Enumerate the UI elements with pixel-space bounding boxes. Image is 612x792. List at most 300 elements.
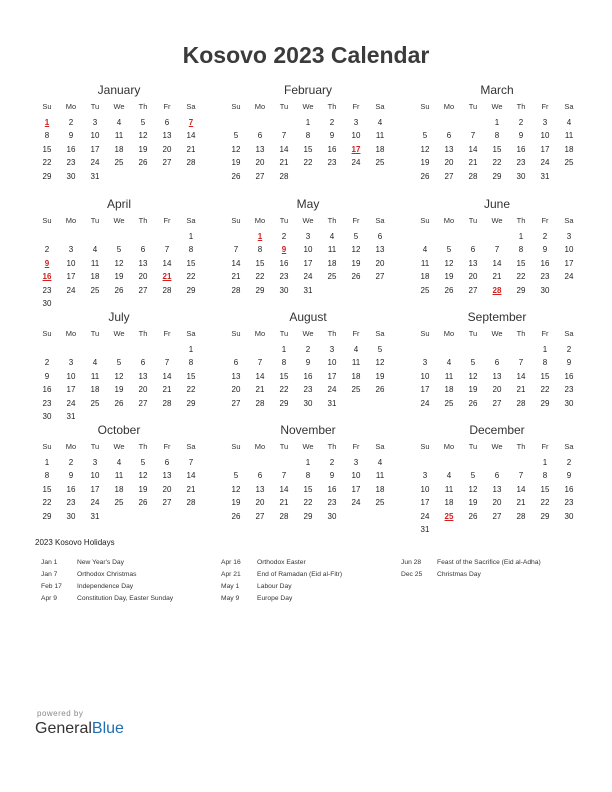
day-cell: 8 <box>542 358 548 368</box>
weekday-header: Su <box>420 329 430 338</box>
day-cell: 27 <box>231 398 241 408</box>
day-cell: 29 <box>186 398 196 408</box>
weekday-header: Tu <box>90 216 100 225</box>
day-cell: 24 <box>66 285 76 295</box>
day-cell: 25 <box>564 158 574 168</box>
day-cell: 1 <box>188 232 194 241</box>
weekday-header: Tu <box>468 329 478 338</box>
holiday-name: Constitution Day, Easter Sunday <box>77 595 174 602</box>
day-cell: 6 <box>257 471 263 481</box>
weekday-header: Sa <box>186 102 196 111</box>
day-cell: 27 <box>255 171 265 181</box>
day-cell: 13 <box>375 245 385 255</box>
day-cell: 22 <box>42 498 52 508</box>
day-cell: 27 <box>492 511 502 521</box>
day-cell: 14 <box>516 484 526 494</box>
day-cell: 5 <box>470 358 476 368</box>
day-cell: 6 <box>377 232 383 241</box>
day-cell: 7 <box>518 358 524 368</box>
day-cell: 9 <box>329 131 335 141</box>
day-cell: 4 <box>377 118 383 127</box>
day-cell: 28 <box>516 511 526 521</box>
weekday-header: Su <box>42 442 52 451</box>
day-cell: 1 <box>494 118 500 127</box>
day-cell: 5 <box>422 131 428 141</box>
weekday-header: Th <box>516 216 526 225</box>
day-cell: 11 <box>564 131 574 141</box>
day-cell: 13 <box>255 144 265 154</box>
day-cell: 4 <box>116 118 122 127</box>
weekday-header: Fr <box>352 442 360 451</box>
day-cell: 4 <box>446 358 452 368</box>
day-cell: 23 <box>66 158 76 168</box>
holiday-date: Jan 1 <box>41 559 58 566</box>
day-cell: 30 <box>279 285 289 295</box>
weekday-header: We <box>113 442 125 451</box>
weekday-header: Sa <box>375 329 385 338</box>
day-cell: 12 <box>420 144 430 154</box>
day-cell: 17 <box>303 258 313 268</box>
day-cell: 24 <box>420 398 430 408</box>
day-cell: 25 <box>351 385 361 395</box>
weekday-header: Th <box>327 216 337 225</box>
day-cell: 2 <box>44 358 50 368</box>
day-cell: 21 <box>255 385 265 395</box>
day-cell: 10 <box>66 258 76 268</box>
holiday-day-cell: 9 <box>281 245 287 255</box>
day-cell: 9 <box>518 131 524 141</box>
weekday-header: Th <box>327 102 337 111</box>
day-cell: 23 <box>42 285 52 295</box>
holiday-name: Orthodox Christmas <box>77 571 137 578</box>
day-cell: 26 <box>444 285 454 295</box>
day-cell: 20 <box>492 498 502 508</box>
day-cell: 9 <box>68 131 74 141</box>
day-cell: 13 <box>255 484 265 494</box>
day-cell: 8 <box>257 245 263 255</box>
day-cell: 2 <box>305 345 311 354</box>
month-name: March <box>480 83 514 97</box>
holiday-date: May 1 <box>221 583 240 590</box>
day-cell: 10 <box>420 484 430 494</box>
day-cell: 18 <box>351 371 361 381</box>
day-cell: 30 <box>66 171 76 181</box>
weekday-header: We <box>491 216 503 225</box>
day-cell: 6 <box>140 358 146 368</box>
day-cell: 1 <box>188 345 194 354</box>
day-cell: 29 <box>303 511 313 521</box>
day-cell: 27 <box>375 272 385 282</box>
day-cell: 26 <box>231 171 241 181</box>
day-cell: 28 <box>516 398 526 408</box>
day-cell: 27 <box>138 285 148 295</box>
holiday-day-cell: 1 <box>257 232 263 241</box>
weekday-header: Fr <box>163 216 171 225</box>
day-cell: 16 <box>42 385 52 395</box>
day-cell: 12 <box>231 144 241 154</box>
day-cell: 3 <box>542 118 548 127</box>
day-cell: 20 <box>162 484 172 494</box>
weekday-header: We <box>113 102 125 111</box>
day-cell: 18 <box>375 144 385 154</box>
day-cell: 14 <box>255 371 265 381</box>
day-cell: 26 <box>138 158 148 168</box>
day-cell: 14 <box>162 258 172 268</box>
day-cell: 20 <box>162 144 172 154</box>
day-cell: 6 <box>494 358 500 368</box>
day-cell: 18 <box>114 484 124 494</box>
day-cell: 5 <box>470 471 476 481</box>
day-cell: 2 <box>566 345 572 354</box>
weekday-header: Mo <box>254 102 266 111</box>
month-name: January <box>97 83 141 97</box>
weekday-header: Su <box>231 102 241 111</box>
day-cell: 16 <box>66 144 76 154</box>
day-cell: 25 <box>114 158 124 168</box>
day-cell: 3 <box>566 232 572 241</box>
holiday-date: Jan 7 <box>41 571 58 578</box>
day-cell: 22 <box>303 498 313 508</box>
day-cell: 5 <box>446 245 452 255</box>
weekday-header: Su <box>42 329 52 338</box>
day-cell: 30 <box>516 171 526 181</box>
weekday-header: We <box>491 442 503 451</box>
day-cell: 2 <box>68 458 74 467</box>
holiday-day-cell: 25 <box>444 511 454 521</box>
day-cell: 11 <box>420 258 430 268</box>
day-cell: 19 <box>138 144 148 154</box>
day-cell: 14 <box>279 484 289 494</box>
day-cell: 23 <box>564 385 574 395</box>
holiday-name: Orthodox Easter <box>257 559 306 566</box>
day-cell: 12 <box>468 484 478 494</box>
day-cell: 24 <box>90 158 100 168</box>
day-cell: 26 <box>114 285 124 295</box>
day-cell: 12 <box>351 245 361 255</box>
holiday-day-cell: 9 <box>44 258 50 268</box>
day-cell: 24 <box>351 498 361 508</box>
holiday-name: Europe Day <box>257 595 293 602</box>
day-cell: 15 <box>516 258 526 268</box>
day-cell: 7 <box>281 471 287 481</box>
day-cell: 21 <box>279 498 289 508</box>
weekday-header: Su <box>231 329 241 338</box>
holiday-name: Feast of the Sacrifice (Eid al-Adha) <box>437 559 541 566</box>
day-cell: 13 <box>468 258 478 268</box>
day-cell: 12 <box>138 131 148 141</box>
day-cell: 7 <box>518 471 524 481</box>
day-cell: 9 <box>44 371 50 381</box>
day-cell: 14 <box>492 258 502 268</box>
day-cell: 22 <box>492 158 502 168</box>
day-cell: 12 <box>375 358 385 368</box>
day-cell: 11 <box>327 245 337 255</box>
day-cell: 9 <box>542 245 548 255</box>
day-cell: 26 <box>375 385 385 395</box>
day-cell: 9 <box>566 471 572 481</box>
day-cell: 21 <box>231 272 241 282</box>
day-cell: 26 <box>231 511 241 521</box>
day-cell: 18 <box>90 272 100 282</box>
day-cell: 23 <box>279 272 289 282</box>
day-cell: 19 <box>351 258 361 268</box>
day-cell: 25 <box>114 498 124 508</box>
day-cell: 16 <box>327 484 337 494</box>
day-cell: 13 <box>231 371 241 381</box>
day-cell: 29 <box>42 171 52 181</box>
day-cell: 15 <box>492 144 502 154</box>
day-cell: 24 <box>66 398 76 408</box>
day-cell: 5 <box>377 345 383 354</box>
weekday-header: Mo <box>65 442 77 451</box>
day-cell: 1 <box>44 458 50 467</box>
powered-by-text: powered by <box>37 709 84 718</box>
day-cell: 15 <box>303 484 313 494</box>
day-cell: 28 <box>279 171 289 181</box>
day-cell: 3 <box>92 118 98 127</box>
weekday-header: Fr <box>163 329 171 338</box>
day-cell: 13 <box>162 471 172 481</box>
day-cell: 28 <box>279 511 289 521</box>
day-cell: 19 <box>420 158 430 168</box>
day-cell: 5 <box>116 358 122 368</box>
day-cell: 18 <box>327 258 337 268</box>
weekday-header: Sa <box>186 329 196 338</box>
day-cell: 3 <box>92 458 98 467</box>
weekday-header: Sa <box>375 102 385 111</box>
weekday-header: Sa <box>564 442 574 451</box>
weekday-header: Mo <box>443 329 455 338</box>
day-cell: 4 <box>329 232 335 241</box>
day-cell: 1 <box>305 118 311 127</box>
day-cell: 24 <box>420 511 430 521</box>
day-cell: 22 <box>516 272 526 282</box>
month-name: February <box>283 83 333 97</box>
day-cell: 21 <box>492 272 502 282</box>
day-cell: 13 <box>162 131 172 141</box>
holiday-day-cell: 21 <box>162 272 172 282</box>
day-cell: 24 <box>564 272 574 282</box>
day-cell: 1 <box>518 232 524 241</box>
day-cell: 15 <box>42 144 52 154</box>
month-name: December <box>469 423 525 437</box>
day-cell: 8 <box>281 358 287 368</box>
day-cell: 29 <box>492 171 502 181</box>
day-cell: 4 <box>353 345 359 354</box>
day-cell: 3 <box>68 245 74 255</box>
day-cell: 23 <box>564 498 574 508</box>
day-cell: 4 <box>446 471 452 481</box>
weekday-header: We <box>302 329 314 338</box>
day-cell: 22 <box>186 385 196 395</box>
month-name: September <box>467 310 527 324</box>
day-cell: 27 <box>468 285 478 295</box>
day-cell: 6 <box>164 458 170 467</box>
day-cell: 29 <box>279 398 289 408</box>
month-name: November <box>280 423 336 437</box>
day-cell: 21 <box>468 158 478 168</box>
day-cell: 9 <box>329 471 335 481</box>
day-cell: 11 <box>114 131 124 141</box>
weekday-header: Fr <box>163 102 171 111</box>
day-cell: 25 <box>444 398 454 408</box>
day-cell: 10 <box>351 471 361 481</box>
day-cell: 26 <box>138 498 148 508</box>
weekday-header: Su <box>420 102 430 111</box>
holiday-date: Apr 21 <box>221 571 241 578</box>
day-cell: 17 <box>90 144 100 154</box>
day-cell: 15 <box>42 484 52 494</box>
weekday-header: Tu <box>90 102 100 111</box>
day-cell: 11 <box>90 258 100 268</box>
day-cell: 7 <box>188 458 194 467</box>
day-cell: 3 <box>353 458 359 467</box>
day-cell: 21 <box>516 498 526 508</box>
day-cell: 30 <box>42 412 52 421</box>
day-cell: 24 <box>327 385 337 395</box>
day-cell: 31 <box>420 525 430 534</box>
day-cell: 26 <box>114 398 124 408</box>
day-cell: 14 <box>186 131 196 141</box>
day-cell: 8 <box>305 471 311 481</box>
day-cell: 2 <box>329 118 335 127</box>
day-cell: 23 <box>66 498 76 508</box>
weekday-header: Sa <box>564 102 574 111</box>
day-cell: 29 <box>255 285 265 295</box>
day-cell: 20 <box>255 498 265 508</box>
day-cell: 11 <box>375 131 385 141</box>
weekday-header: We <box>113 329 125 338</box>
day-cell: 18 <box>375 484 385 494</box>
weekday-header: We <box>302 102 314 111</box>
day-cell: 16 <box>540 258 550 268</box>
day-cell: 19 <box>138 484 148 494</box>
day-cell: 18 <box>444 498 454 508</box>
day-cell: 28 <box>162 285 172 295</box>
day-cell: 28 <box>255 398 265 408</box>
day-cell: 16 <box>279 258 289 268</box>
day-cell: 7 <box>164 358 170 368</box>
weekday-header: We <box>302 442 314 451</box>
weekday-header: Su <box>42 216 52 225</box>
weekday-header: Sa <box>375 442 385 451</box>
day-cell: 12 <box>468 371 478 381</box>
weekday-header: Mo <box>254 442 266 451</box>
weekday-header: Fr <box>352 102 360 111</box>
day-cell: 8 <box>305 131 311 141</box>
weekday-header: Th <box>138 329 148 338</box>
day-cell: 2 <box>329 458 335 467</box>
weekday-header: Fr <box>541 442 549 451</box>
day-cell: 19 <box>468 385 478 395</box>
weekday-header: We <box>302 216 314 225</box>
weekday-header: Fr <box>352 329 360 338</box>
day-cell: 17 <box>327 371 337 381</box>
day-cell: 16 <box>66 484 76 494</box>
day-cell: 2 <box>542 232 548 241</box>
day-cell: 6 <box>140 245 146 255</box>
day-cell: 25 <box>420 285 430 295</box>
day-cell: 11 <box>444 371 454 381</box>
brand-logo[interactable] <box>35 720 124 738</box>
holiday-date: May 9 <box>221 595 240 602</box>
weekday-header: Mo <box>65 329 77 338</box>
day-cell: 16 <box>327 144 337 154</box>
day-cell: 6 <box>494 471 500 481</box>
brand-name-part2: Blue <box>91 720 124 737</box>
day-cell: 24 <box>351 158 361 168</box>
day-cell: 12 <box>138 471 148 481</box>
holiday-date: Jun 28 <box>401 559 422 566</box>
day-cell: 23 <box>42 398 52 408</box>
day-cell: 16 <box>564 484 574 494</box>
day-cell: 10 <box>540 131 550 141</box>
day-cell: 20 <box>444 158 454 168</box>
day-cell: 5 <box>353 232 359 241</box>
day-cell: 2 <box>44 245 50 255</box>
day-cell: 13 <box>138 371 148 381</box>
weekday-header: Fr <box>541 216 549 225</box>
day-cell: 31 <box>66 412 76 421</box>
day-cell: 17 <box>564 258 574 268</box>
day-cell: 4 <box>116 458 122 467</box>
weekday-header: Sa <box>564 329 574 338</box>
brand-name-part1: General <box>35 720 92 737</box>
day-cell: 19 <box>231 498 241 508</box>
weekday-header: Fr <box>541 329 549 338</box>
day-cell: 14 <box>231 258 241 268</box>
holiday-name: End of Ramadan (Eid al-Fitr) <box>257 571 343 578</box>
day-cell: 27 <box>162 158 172 168</box>
day-cell: 13 <box>492 371 502 381</box>
day-cell: 29 <box>516 285 526 295</box>
day-cell: 1 <box>542 345 548 354</box>
day-cell: 15 <box>255 258 265 268</box>
weekday-header: We <box>491 102 503 111</box>
day-cell: 13 <box>444 144 454 154</box>
day-cell: 11 <box>444 484 454 494</box>
day-cell: 6 <box>233 358 239 368</box>
day-cell: 23 <box>327 158 337 168</box>
day-cell: 26 <box>468 511 478 521</box>
holiday-day-cell: 28 <box>492 285 502 295</box>
day-cell: 10 <box>90 471 100 481</box>
day-cell: 8 <box>188 358 194 368</box>
holiday-date: Apr 9 <box>41 595 57 602</box>
weekday-header: Mo <box>254 329 266 338</box>
day-cell: 22 <box>255 272 265 282</box>
holiday-name: Christmas Day <box>437 571 481 578</box>
holiday-day-cell: 7 <box>188 118 194 127</box>
day-cell: 20 <box>231 385 241 395</box>
month-name: April <box>106 197 131 211</box>
day-cell: 8 <box>44 471 50 481</box>
day-cell: 2 <box>566 458 572 467</box>
day-cell: 14 <box>279 144 289 154</box>
day-cell: 23 <box>540 272 550 282</box>
weekday-header: Th <box>138 442 148 451</box>
weekday-header: We <box>113 216 125 225</box>
day-cell: 30 <box>327 511 337 521</box>
day-cell: 20 <box>138 272 148 282</box>
day-cell: 29 <box>186 285 196 295</box>
day-cell: 23 <box>327 498 337 508</box>
day-cell: 9 <box>305 358 311 368</box>
day-cell: 20 <box>255 158 265 168</box>
day-cell: 16 <box>303 371 313 381</box>
day-cell: 1 <box>281 345 287 354</box>
weekday-header: Tu <box>279 102 289 111</box>
